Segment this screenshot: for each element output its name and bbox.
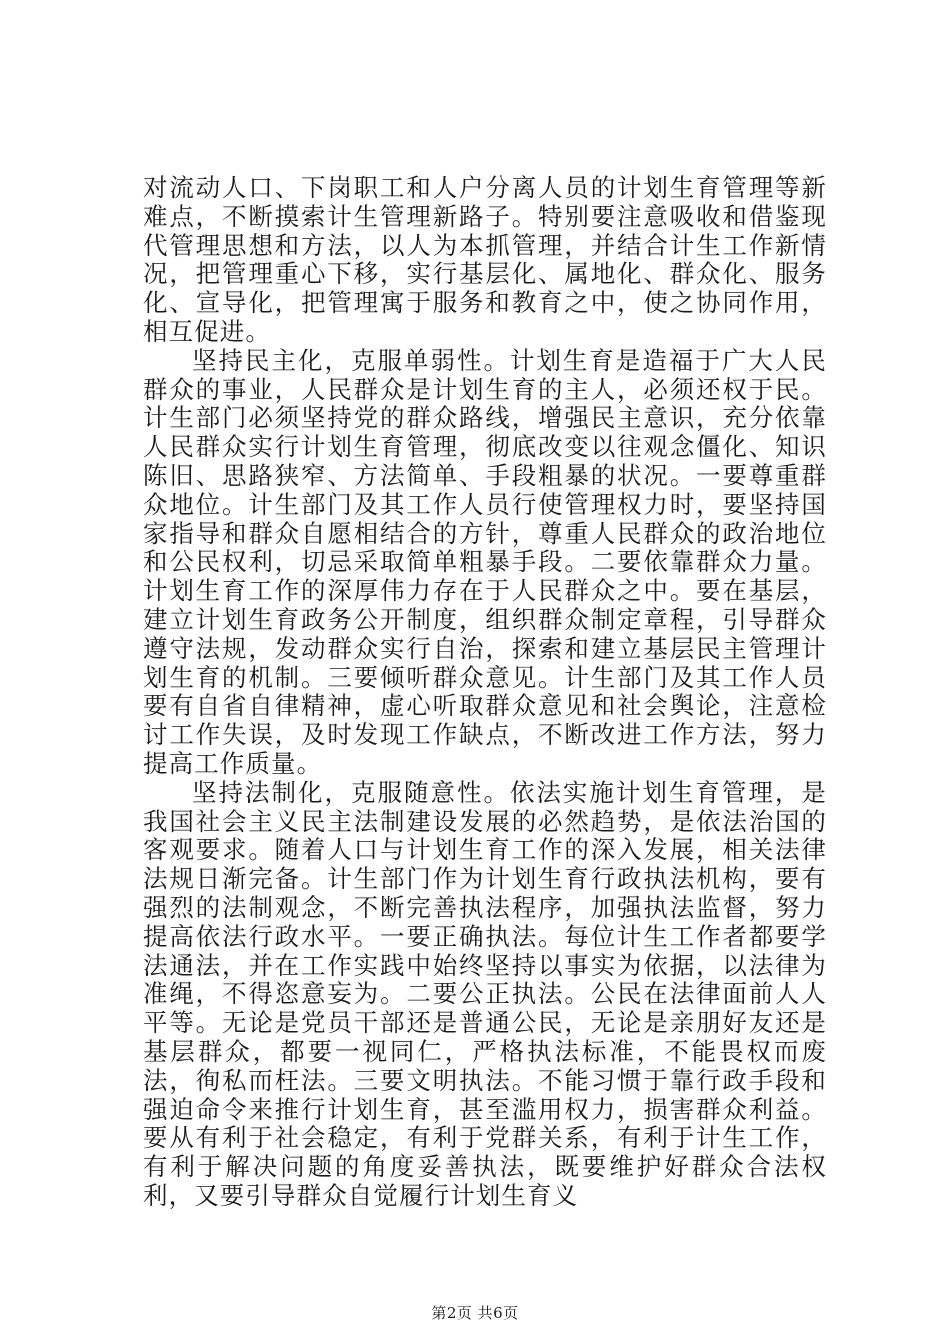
paragraph-2: 坚持民主化，克服单弱性。计划生育是造福于广大人民群众的事业，人民群众是计划生育的主人，必须还权于民。计生部门必须坚持党的群众路线，增强民主意识，充分依靠人民群众实行计划生育管理，彻底改变以往观念僵化、知识陈旧、思路狭窄、方法简单、手段粗暴的状况。一要尊重群众地位。计生部门及其工作人员行使管理权力时，要坚持国家指导和群众自愿相结合的方针，尊重人民群众的政治地位和公民权利，切忌采取简单粗暴手段。二要依靠群众力量。计划生育工作的深厚伟力存在于人民群众之中。要在基层，建立计划生育政务公开制度，组织群众制定章程，引导群众遵守法规，发动群众实行自治，探索和建立基层民主管理计划生育的机制。三要倾听群众意见。计生部门及其工作人员要有自省自律精神，虚心听取群众意见和社会舆论，注意检讨工作失误，及时发现工作缺点，不断改进工作方法，努力提高工作质量。: [143, 345, 827, 778]
paragraph-1: 对流动人口、下岗职工和人户分离人员的计划生育管理等新难点，不断摸索计生管理新路子。特别要注意吸收和借鉴现代管理思想和方法，以人为本抓管理，并结合计生工作新情况，把管理重心下移，实行基层化、属地化、群众化、服务化、宣导化，把管理寓于服务和教育之中，使之协同作用，相互促进。: [143, 173, 827, 346]
document-body: [143, 174, 827, 1211]
page-number-footer: 第2页 共6页: [431, 1304, 519, 1322]
paragraph-3: 坚持法制化，克服随意性。依法实施计划生育管理，是我国社会主义民主法制建设发展的必然趋势，是依法治国的客观要求。随着人口与计划生育工作的深入发展，相关法律法规日渐完备。计生部门作为计划生育行政执法机构，要有强烈的法制观念，不断完善执法程序，加强执法监督，努力提高依法行政水平。一要正确执法。每位计生工作者都要学法通法，并在工作实践中始终坚持以事实为依据，以法律为准绳，不得恣意妄为。二要公正执法。公民在法律面前人人平等。无论是党员干部还是普通公民，无论是亲朋好友还是基层群众，都要一视同仁，严格执法标准，不能畏权而废法，徇私而枉法。三要文明执法。不能习惯于靠行政手段和强迫命令来推行计划生育，甚至滥用权力，损害群众利益。要从有利于社会稳定，有利于党群关系，有利于计生工作，有利于解决问题的角度妥善执法，既要维护好群众合法权利，又要引导群众自觉履行计划生育义: [143, 777, 827, 1210]
